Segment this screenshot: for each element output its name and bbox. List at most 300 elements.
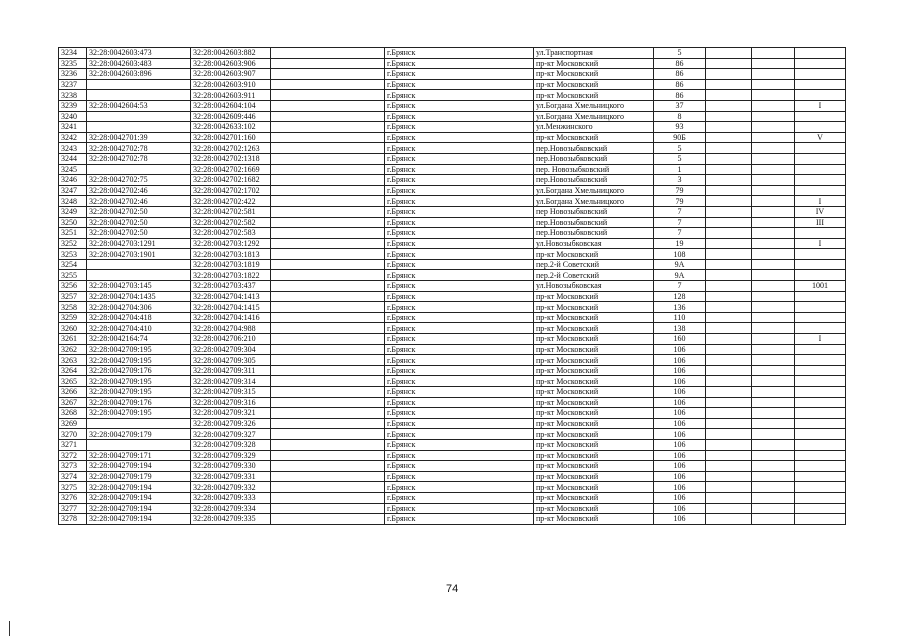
street-cell: пр-кт Московский <box>534 387 654 398</box>
table-row <box>59 270 846 281</box>
empty-cell <box>706 355 752 366</box>
cadastral-number-cell: 32:28:0042164:74 <box>87 334 191 345</box>
street-cell: ул.Богдана Хмельницкого <box>534 111 654 122</box>
margin-mark <box>9 621 10 636</box>
empty-cell <box>271 79 385 90</box>
premises-number-cell <box>795 355 846 366</box>
premises-number-cell <box>795 365 846 376</box>
street-cell: пр-кт Московский <box>534 439 654 450</box>
table-row <box>59 153 846 164</box>
object-cadastral-number-cell: 32:28:0042709:326 <box>191 418 271 429</box>
street-cell: пр-кт Московский <box>534 471 654 482</box>
object-cadastral-number-cell: 32:28:0042709:334 <box>191 503 271 514</box>
empty-cell <box>706 334 752 345</box>
table-row <box>59 122 846 133</box>
table-row <box>59 249 846 260</box>
empty-cell <box>706 185 752 196</box>
premises-number-cell: I <box>795 196 846 207</box>
street-cell: ул.Новозыбковская <box>534 238 654 249</box>
object-cadastral-number-cell: 32:28:0042709:315 <box>191 387 271 398</box>
empty-cell <box>271 122 385 133</box>
empty-cell <box>752 270 795 281</box>
table-row <box>59 365 846 376</box>
empty-cell <box>752 58 795 69</box>
city-cell: г.Брянск <box>385 334 534 345</box>
empty-cell <box>752 217 795 228</box>
street-cell: пер Новозыбковский <box>534 206 654 217</box>
premises-number-cell <box>795 312 846 323</box>
premises-number-cell <box>795 482 846 493</box>
cadastral-number-cell: 32:28:0042709:194 <box>87 514 191 525</box>
empty-cell <box>752 355 795 366</box>
house-number-cell: 37 <box>654 100 706 111</box>
cadastral-number-cell <box>87 439 191 450</box>
street-cell: ул.Богдана Хмельницкого <box>534 185 654 196</box>
table-row <box>59 100 846 111</box>
street-cell: пр-кт Московский <box>534 79 654 90</box>
object-cadastral-number-cell: 32:28:0042702:1682 <box>191 175 271 186</box>
empty-cell <box>706 418 752 429</box>
object-cadastral-number-cell: 32:28:0042709:335 <box>191 514 271 525</box>
empty-cell <box>271 143 385 154</box>
empty-cell <box>752 482 795 493</box>
city-cell: г.Брянск <box>385 238 534 249</box>
row-number-cell: 3273 <box>59 461 87 472</box>
row-number-cell: 3276 <box>59 492 87 503</box>
house-number-cell: 106 <box>654 450 706 461</box>
cadastral-number-cell: 32:28:0042709:195 <box>87 344 191 355</box>
cadastral-number-cell: 32:28:0042604:53 <box>87 100 191 111</box>
premises-number-cell <box>795 514 846 525</box>
empty-cell <box>271 323 385 334</box>
cadastral-number-cell: 32:28:0042703:1901 <box>87 249 191 260</box>
table-row <box>59 79 846 90</box>
row-number-cell: 3265 <box>59 376 87 387</box>
object-cadastral-number-cell: 32:28:0042703:1822 <box>191 270 271 281</box>
city-cell: г.Брянск <box>385 270 534 281</box>
empty-cell <box>706 111 752 122</box>
premises-number-cell <box>795 90 846 101</box>
premises-number-cell <box>795 122 846 133</box>
table-row <box>59 196 846 207</box>
empty-cell <box>752 291 795 302</box>
cadastral-number-cell: 32:28:0042709:194 <box>87 492 191 503</box>
house-number-cell: 110 <box>654 312 706 323</box>
empty-cell <box>706 408 752 419</box>
house-number-cell: 5 <box>654 48 706 59</box>
empty-cell <box>706 471 752 482</box>
object-cadastral-number-cell: 32:28:0042633:102 <box>191 122 271 133</box>
city-cell: г.Брянск <box>385 111 534 122</box>
table-row <box>59 90 846 101</box>
empty-cell <box>271 312 385 323</box>
row-number-cell: 3270 <box>59 429 87 440</box>
cadastral-number-cell: 32:28:0042701:39 <box>87 132 191 143</box>
empty-cell <box>271 418 385 429</box>
cadastral-number-cell: 32:28:0042704:410 <box>87 323 191 334</box>
city-cell: г.Брянск <box>385 48 534 59</box>
city-cell: г.Брянск <box>385 58 534 69</box>
house-number-cell: 86 <box>654 58 706 69</box>
cadastral-number-cell: 32:28:0042709:176 <box>87 397 191 408</box>
empty-cell <box>271 206 385 217</box>
street-cell: пр-кт Московский <box>534 249 654 260</box>
row-number-cell: 3234 <box>59 48 87 59</box>
row-number-cell: 3258 <box>59 302 87 313</box>
empty-cell <box>271 344 385 355</box>
street-cell: пр-кт Московский <box>534 334 654 345</box>
premises-number-cell <box>795 228 846 239</box>
object-cadastral-number-cell: 32:28:0042603:882 <box>191 48 271 59</box>
empty-cell <box>271 111 385 122</box>
table-row <box>59 323 846 334</box>
row-number-cell: 3260 <box>59 323 87 334</box>
house-number-cell: 5 <box>654 143 706 154</box>
object-cadastral-number-cell: 32:28:0042702:581 <box>191 206 271 217</box>
house-number-cell: 19 <box>654 238 706 249</box>
table-row <box>59 450 846 461</box>
empty-cell <box>752 48 795 59</box>
table-row <box>59 397 846 408</box>
table-row <box>59 164 846 175</box>
row-number-cell: 3253 <box>59 249 87 260</box>
cadastral-number-cell: 32:28:0042702:46 <box>87 196 191 207</box>
table-row <box>59 312 846 323</box>
empty-cell <box>752 281 795 292</box>
house-number-cell: 1 <box>654 164 706 175</box>
city-cell: г.Брянск <box>385 143 534 154</box>
cadastral-number-cell: 32:28:0042703:145 <box>87 281 191 292</box>
empty-cell <box>271 450 385 461</box>
empty-cell <box>271 365 385 376</box>
street-cell: пер. Новозыбковский <box>534 164 654 175</box>
object-cadastral-number-cell: 32:28:0042604:104 <box>191 100 271 111</box>
premises-number-cell <box>795 111 846 122</box>
house-number-cell: 7 <box>654 206 706 217</box>
object-cadastral-number-cell: 32:28:0042706:210 <box>191 334 271 345</box>
row-number-cell: 3236 <box>59 69 87 80</box>
row-number-cell: 3255 <box>59 270 87 281</box>
cadastral-number-cell <box>87 164 191 175</box>
empty-cell <box>706 143 752 154</box>
cadastral-number-cell: 32:28:0042702:75 <box>87 175 191 186</box>
empty-cell <box>271 270 385 281</box>
cadastral-number-cell: 32:28:0042702:78 <box>87 153 191 164</box>
city-cell: г.Брянск <box>385 69 534 80</box>
empty-cell <box>271 376 385 387</box>
empty-cell <box>706 514 752 525</box>
empty-cell <box>752 365 795 376</box>
cadastral-number-cell: 32:28:0042709:194 <box>87 461 191 472</box>
row-number-cell: 3249 <box>59 206 87 217</box>
row-number-cell: 3248 <box>59 196 87 207</box>
premises-number-cell <box>795 79 846 90</box>
cadastral-number-cell: 32:28:0042709:195 <box>87 408 191 419</box>
empty-cell <box>271 334 385 345</box>
object-cadastral-number-cell: 32:28:0042701:160 <box>191 132 271 143</box>
row-number-cell: 3271 <box>59 439 87 450</box>
city-cell: г.Брянск <box>385 344 534 355</box>
city-cell: г.Брянск <box>385 259 534 270</box>
row-number-cell: 3241 <box>59 122 87 133</box>
house-number-cell: 106 <box>654 461 706 472</box>
house-number-cell: 86 <box>654 90 706 101</box>
empty-cell <box>706 122 752 133</box>
empty-cell <box>752 439 795 450</box>
street-cell: пер.Новозыбковский <box>534 228 654 239</box>
empty-cell <box>752 492 795 503</box>
object-cadastral-number-cell: 32:28:0042704:1413 <box>191 291 271 302</box>
object-cadastral-number-cell: 32:28:0042709:316 <box>191 397 271 408</box>
cadastral-number-cell: 32:28:0042709:194 <box>87 482 191 493</box>
premises-number-cell: I <box>795 100 846 111</box>
table-row <box>59 69 846 80</box>
row-number-cell: 3268 <box>59 408 87 419</box>
empty-cell <box>752 185 795 196</box>
empty-cell <box>706 175 752 186</box>
street-cell: пер.Новозыбковский <box>534 175 654 186</box>
house-number-cell: 9А <box>654 259 706 270</box>
house-number-cell: 79 <box>654 196 706 207</box>
empty-cell <box>752 79 795 90</box>
street-cell: пр-кт Московский <box>534 397 654 408</box>
row-number-cell: 3247 <box>59 185 87 196</box>
empty-cell <box>752 228 795 239</box>
object-cadastral-number-cell: 32:28:0042709:329 <box>191 450 271 461</box>
premises-number-cell <box>795 461 846 472</box>
city-cell: г.Брянск <box>385 365 534 376</box>
empty-cell <box>271 281 385 292</box>
premises-number-cell <box>795 503 846 514</box>
premises-number-cell <box>795 376 846 387</box>
table-row <box>59 185 846 196</box>
table-row <box>59 355 846 366</box>
table-row <box>59 58 846 69</box>
city-cell: г.Брянск <box>385 376 534 387</box>
empty-cell <box>752 111 795 122</box>
premises-number-cell <box>795 408 846 419</box>
house-number-cell: 3 <box>654 175 706 186</box>
object-cadastral-number-cell: 32:28:0042702:582 <box>191 217 271 228</box>
empty-cell <box>752 461 795 472</box>
house-number-cell: 128 <box>654 291 706 302</box>
empty-cell <box>752 69 795 80</box>
empty-cell <box>706 482 752 493</box>
premises-number-cell <box>795 344 846 355</box>
cadastral-number-cell: 32:28:0042703:1291 <box>87 238 191 249</box>
table-row <box>59 217 846 228</box>
empty-cell <box>271 408 385 419</box>
house-number-cell: 86 <box>654 79 706 90</box>
premises-number-cell: III <box>795 217 846 228</box>
street-cell: пр-кт Московский <box>534 58 654 69</box>
street-cell: пр-кт Московский <box>534 302 654 313</box>
city-cell: г.Брянск <box>385 281 534 292</box>
table-row <box>59 376 846 387</box>
row-number-cell: 3266 <box>59 387 87 398</box>
object-cadastral-number-cell: 32:28:0042709:328 <box>191 439 271 450</box>
object-cadastral-number-cell: 32:28:0042702:1318 <box>191 153 271 164</box>
city-cell: г.Брянск <box>385 79 534 90</box>
empty-cell <box>752 312 795 323</box>
table-row <box>59 492 846 503</box>
house-number-cell: 7 <box>654 217 706 228</box>
premises-number-cell <box>795 48 846 59</box>
empty-cell <box>752 323 795 334</box>
street-cell: пр-кт Московский <box>534 492 654 503</box>
table-row <box>59 291 846 302</box>
empty-cell <box>706 153 752 164</box>
empty-cell <box>271 175 385 186</box>
row-number-cell: 3269 <box>59 418 87 429</box>
row-number-cell: 3246 <box>59 175 87 186</box>
empty-cell <box>706 90 752 101</box>
table-row <box>59 228 846 239</box>
empty-cell <box>706 196 752 207</box>
premises-number-cell <box>795 418 846 429</box>
row-number-cell: 3275 <box>59 482 87 493</box>
table-row <box>59 175 846 186</box>
cadastral-number-cell <box>87 90 191 101</box>
row-number-cell: 3244 <box>59 153 87 164</box>
row-number-cell: 3243 <box>59 143 87 154</box>
city-cell: г.Брянск <box>385 217 534 228</box>
empty-cell <box>271 429 385 440</box>
house-number-cell: 106 <box>654 344 706 355</box>
table-row <box>59 281 846 292</box>
city-cell: г.Брянск <box>385 100 534 111</box>
cadastral-number-cell: 32:28:0042704:418 <box>87 312 191 323</box>
street-cell: пр-кт Московский <box>534 69 654 80</box>
city-cell: г.Брянск <box>385 492 534 503</box>
premises-number-cell: V <box>795 132 846 143</box>
empty-cell <box>706 387 752 398</box>
table-row <box>59 418 846 429</box>
premises-number-cell <box>795 492 846 503</box>
house-number-cell: 86 <box>654 69 706 80</box>
city-cell: г.Брянск <box>385 514 534 525</box>
empty-cell <box>271 514 385 525</box>
city-cell: г.Брянск <box>385 122 534 133</box>
cadastral-number-cell: 32:28:0042709:195 <box>87 387 191 398</box>
house-number-cell: 136 <box>654 302 706 313</box>
cadastral-number-cell: 32:28:0042702:50 <box>87 228 191 239</box>
cadastral-number-cell: 32:28:0042702:50 <box>87 206 191 217</box>
empty-cell <box>752 344 795 355</box>
cadastral-number-cell <box>87 79 191 90</box>
object-cadastral-number-cell: 32:28:0042703:1819 <box>191 259 271 270</box>
city-cell: г.Брянск <box>385 471 534 482</box>
house-number-cell: 90Б <box>654 132 706 143</box>
empty-cell <box>752 259 795 270</box>
row-number-cell: 3251 <box>59 228 87 239</box>
street-cell: пр-кт Московский <box>534 418 654 429</box>
cadastral-number-cell <box>87 418 191 429</box>
house-number-cell: 106 <box>654 439 706 450</box>
object-cadastral-number-cell: 32:28:0042702:422 <box>191 196 271 207</box>
empty-cell <box>752 143 795 154</box>
premises-number-cell <box>795 185 846 196</box>
empty-cell <box>752 387 795 398</box>
cadastral-number-cell <box>87 111 191 122</box>
premises-number-cell <box>795 471 846 482</box>
street-cell: пр-кт Московский <box>534 514 654 525</box>
cadastral-number-cell: 32:28:0042704:306 <box>87 302 191 313</box>
premises-number-cell: I <box>795 238 846 249</box>
cadastral-number-cell: 32:28:0042704:1435 <box>87 291 191 302</box>
empty-cell <box>271 259 385 270</box>
house-number-cell: 79 <box>654 185 706 196</box>
city-cell: г.Брянск <box>385 439 534 450</box>
premises-number-cell <box>795 429 846 440</box>
house-number-cell: 8 <box>654 111 706 122</box>
city-cell: г.Брянск <box>385 291 534 302</box>
city-cell: г.Брянск <box>385 206 534 217</box>
table-row <box>59 461 846 472</box>
empty-cell <box>706 217 752 228</box>
object-cadastral-number-cell: 32:28:0042709:314 <box>191 376 271 387</box>
row-number-cell: 3272 <box>59 450 87 461</box>
object-cadastral-number-cell: 32:28:0042709:321 <box>191 408 271 419</box>
street-cell: пер.Новозыбковский <box>534 217 654 228</box>
object-cadastral-number-cell: 32:28:0042709:311 <box>191 365 271 376</box>
city-cell: г.Брянск <box>385 90 534 101</box>
empty-cell <box>752 418 795 429</box>
premises-number-cell <box>795 69 846 80</box>
empty-cell <box>752 196 795 207</box>
table-row <box>59 471 846 482</box>
empty-cell <box>271 69 385 80</box>
empty-cell <box>752 132 795 143</box>
city-cell: г.Брянск <box>385 228 534 239</box>
city-cell: г.Брянск <box>385 196 534 207</box>
empty-cell <box>706 79 752 90</box>
empty-cell <box>752 164 795 175</box>
premises-number-cell <box>795 439 846 450</box>
empty-cell <box>271 217 385 228</box>
table-row <box>59 259 846 270</box>
empty-cell <box>271 249 385 260</box>
object-cadastral-number-cell: 32:28:0042709:304 <box>191 344 271 355</box>
house-number-cell: 7 <box>654 281 706 292</box>
street-cell: пр-кт Московский <box>534 323 654 334</box>
object-cadastral-number-cell: 32:28:0042702:583 <box>191 228 271 239</box>
empty-cell <box>706 365 752 376</box>
empty-cell <box>706 302 752 313</box>
city-cell: г.Брянск <box>385 429 534 440</box>
empty-cell <box>271 238 385 249</box>
house-number-cell: 9А <box>654 270 706 281</box>
city-cell: г.Брянск <box>385 185 534 196</box>
empty-cell <box>752 206 795 217</box>
empty-cell <box>752 302 795 313</box>
row-number-cell: 3237 <box>59 79 87 90</box>
empty-cell <box>706 228 752 239</box>
cadastral-number-cell: 32:28:0042709:179 <box>87 429 191 440</box>
street-cell: пр-кт Московский <box>534 355 654 366</box>
premises-number-cell: 1001 <box>795 281 846 292</box>
object-cadastral-number-cell: 32:28:0042702:1669 <box>191 164 271 175</box>
cadastral-table <box>58 47 846 525</box>
street-cell: пер.2-й Советский <box>534 270 654 281</box>
object-cadastral-number-cell: 32:28:0042603:911 <box>191 90 271 101</box>
row-number-cell: 3256 <box>59 281 87 292</box>
table-row <box>59 503 846 514</box>
cadastral-number-cell: 32:28:0042603:483 <box>87 58 191 69</box>
house-number-cell: 106 <box>654 387 706 398</box>
house-number-cell: 106 <box>654 429 706 440</box>
empty-cell <box>706 281 752 292</box>
